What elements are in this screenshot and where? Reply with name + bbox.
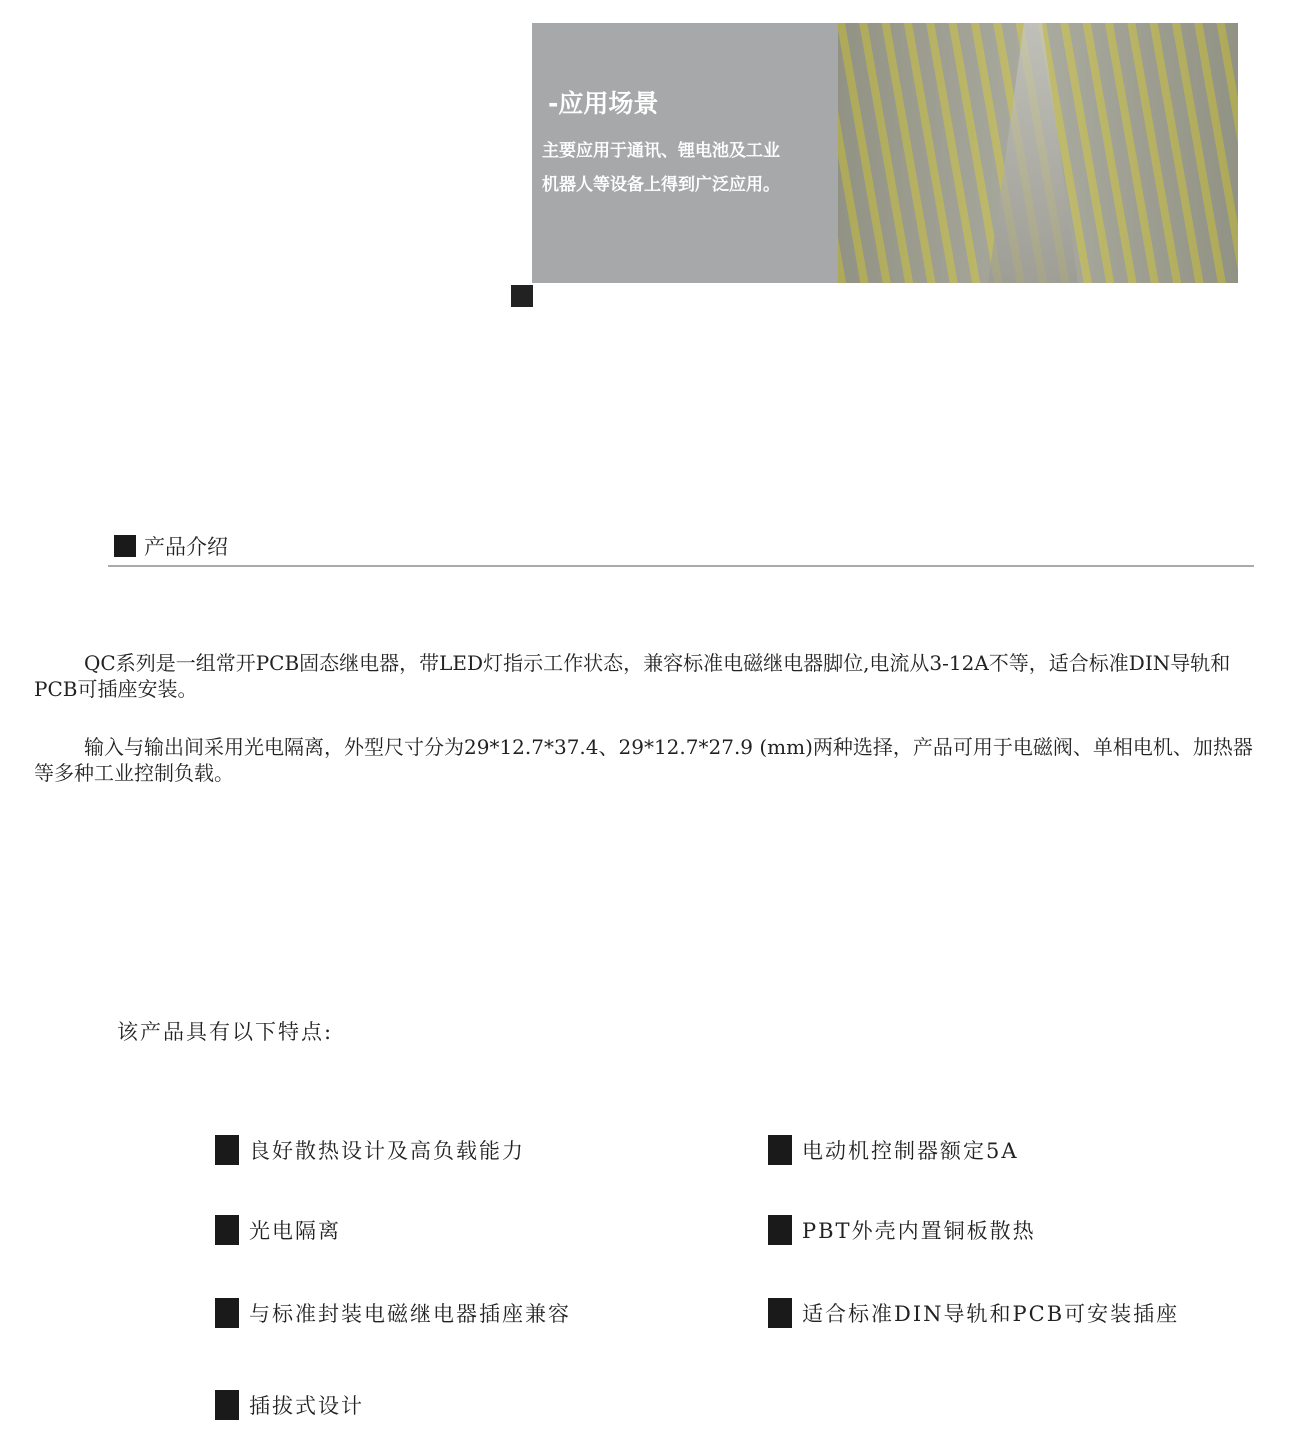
feature-text: 光电隔离 xyxy=(249,1219,341,1243)
feature-item xyxy=(215,1135,525,1165)
section-header xyxy=(114,531,228,561)
feature-item xyxy=(215,1298,571,1328)
bullet-square-icon xyxy=(114,535,136,557)
bullet-square-icon xyxy=(768,1298,792,1328)
feature-item xyxy=(768,1135,1019,1165)
feature-text: 与标准封装电磁继电器插座兼容 xyxy=(249,1302,571,1326)
intro-paragraph: QC系列是一组常开PCB固态继电器，带LED灯指示工作状态，兼容标准电磁继电器脚位,电流从3-12A不等，适合标准DIN导轨和PCB可插座安装。 xyxy=(34,651,1231,701)
feature-text: 插拔式设计 xyxy=(249,1394,364,1418)
features-title: 该产品具有以下特点: xyxy=(117,1020,334,1044)
bullet-square-icon xyxy=(215,1135,239,1165)
bullet-square-icon xyxy=(215,1390,239,1420)
feature-item xyxy=(768,1215,1036,1245)
bullet-square-icon xyxy=(215,1215,239,1245)
feature-item xyxy=(215,1215,341,1245)
bullet-square-icon xyxy=(768,1135,792,1165)
banner-title: -应用场景 xyxy=(548,89,659,118)
factory-robots-image xyxy=(838,23,1238,283)
bullet-square-icon xyxy=(215,1298,239,1328)
feature-text: 电动机控制器额定5A xyxy=(802,1139,1019,1163)
bullet-square-icon xyxy=(768,1215,792,1245)
intro-paragraph: 输入与输出间采用光电隔离，外型尺寸分为29*12.7*37.4、29*12.7*27.9 (mm)两种选择，产品可用于电磁阀、单相电机、加热器等多种工业控制负载。 xyxy=(34,735,1253,785)
decor-square xyxy=(511,285,533,307)
section-title: 产品介绍 xyxy=(144,535,228,559)
banner-line: 主要应用于通讯、锂电池及工业 xyxy=(542,141,780,161)
feature-item xyxy=(768,1298,1179,1328)
banner-line: 机器人等设备上得到广泛应用。 xyxy=(542,175,780,195)
feature-text: PBT外壳内置铜板散热 xyxy=(802,1219,1036,1243)
feature-text: 适合标准DIN导轨和PCB可安装插座 xyxy=(802,1302,1180,1326)
divider xyxy=(108,565,1254,567)
feature-item xyxy=(215,1390,364,1420)
feature-text: 良好散热设计及高负载能力 xyxy=(249,1139,525,1163)
